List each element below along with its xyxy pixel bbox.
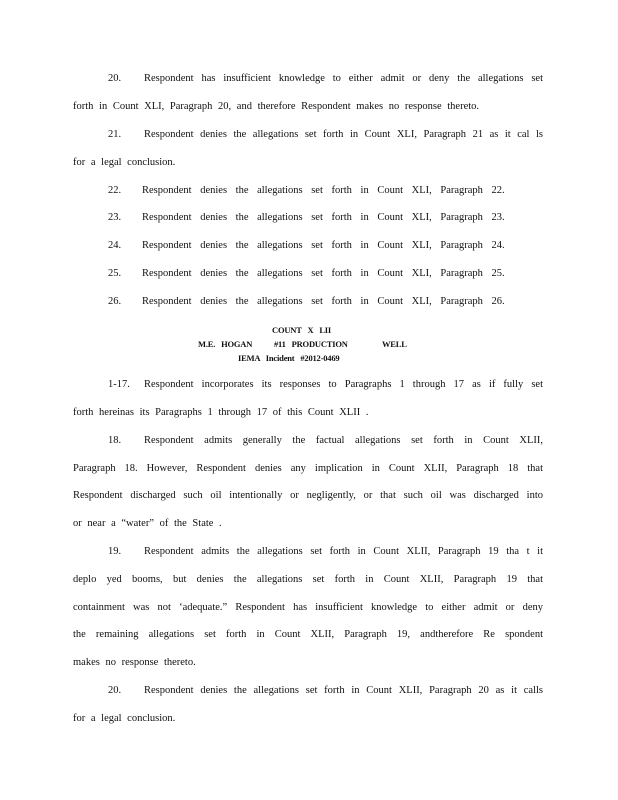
paragraph-18-line-3: Respondent discharged such oil intentionally or negligently, or that such oil was discharged into (73, 490, 543, 501)
paragraph-number: 26. (108, 296, 122, 307)
paragraph-19-line-4: the remaining allegations set forth in Count XLII, Paragraph 19, andtherefore Re spondent (73, 629, 543, 640)
count-heading-well-owner: M.E. HOGAN (198, 339, 253, 349)
paragraph-text: Respondent denies the allegations set forth in Count XLI, Paragraph 22. (142, 185, 505, 196)
paragraph-text: Respondent denies the allegations set forth in Count XLI, Paragraph 25. (142, 268, 505, 279)
paragraph-20b-line-1 (108, 684, 543, 698)
paragraph-19-line-5: makes no response thereto. (73, 657, 196, 668)
paragraph-text: Respondent has insufficient knowledge to either admit or deny the allegations set (144, 73, 543, 84)
paragraph-24 (108, 239, 543, 253)
paragraph-text: Respondent admits the allegations set forth in Count XLII, Paragraph 19 tha t it (144, 546, 543, 557)
paragraph-21-line-1 (108, 128, 543, 142)
paragraph-number: 20. (108, 685, 122, 696)
paragraph-22 (108, 184, 543, 198)
paragraph-text: Respondent admits generally the factual allegations set forth in Count XLII, (144, 435, 543, 446)
paragraph-text: Respondent denies the allegations set forth in Count XLI, Paragraph 24. (142, 240, 505, 251)
paragraph-19-line-2: deplo yed booms, but denies the allegations set forth in Count XLII, Paragraph 19 that (73, 574, 543, 585)
paragraph-number: 18. (108, 435, 122, 446)
paragraph-text: Respondent denies the allegations set forth in Count XLII, Paragraph 20 as it calls (144, 685, 543, 696)
paragraph-18-line-2: Paragraph 18. However, Respondent denies any implication in Count XLII, Paragraph 18 that (73, 463, 543, 474)
paragraph-number: 22. (108, 185, 122, 196)
paragraph-21-line-2: for a legal conclusion. (73, 157, 176, 168)
paragraph-number: 19. (108, 546, 122, 557)
paragraph-1-17-line-1 (108, 378, 543, 392)
paragraph-25 (108, 267, 543, 281)
paragraph-number: 24. (108, 240, 122, 251)
paragraph-1-17-line-2: forth hereinas its Paragraphs 1 through 17 of this Count XLII . (73, 407, 369, 418)
paragraph-20-line-2: forth in Count XLI, Paragraph 20, and therefore Respondent makes no response thereto. (73, 101, 480, 112)
count-heading-well-name: #11 PRODUCTION (274, 339, 348, 349)
count-heading-title: COUNT X LII (272, 325, 332, 335)
paragraph-number: 21. (108, 129, 122, 140)
paragraph-text: Respondent incorporates its responses to Paragraphs 1 through 17 as if fully set (144, 379, 543, 390)
paragraph-text: Respondent denies the allegations set forth in Count XLI, Paragraph 26. (142, 296, 505, 307)
paragraph-number: 20. (108, 73, 122, 84)
paragraph-19-line-1 (108, 545, 543, 559)
count-heading-incident: IEMA Incident #2012-0469 (238, 353, 340, 363)
paragraph-20b-line-2: for a legal conclusion. (73, 713, 176, 724)
paragraph-18-line-4: or near a “water” of the State . (73, 518, 222, 529)
paragraph-18-line-1 (108, 434, 543, 448)
paragraph-number: 25. (108, 268, 122, 279)
paragraph-number: 1-17. (108, 379, 130, 390)
paragraph-19-line-3: containment was not ‘adequate.” Respondent has insufficient knowledge to either admit or deny (73, 602, 543, 613)
paragraph-text: Respondent denies the allegations set forth in Count XLI, Paragraph 21 as it cal ls (144, 129, 543, 140)
paragraph-20-line-1 (108, 72, 543, 86)
paragraph-text: Respondent denies the allegations set forth in Count XLI, Paragraph 23. (142, 212, 505, 223)
count-heading-well-type: WELL (382, 339, 407, 349)
paragraph-23 (108, 211, 543, 225)
paragraph-26 (108, 295, 543, 309)
paragraph-number: 23. (108, 212, 122, 223)
